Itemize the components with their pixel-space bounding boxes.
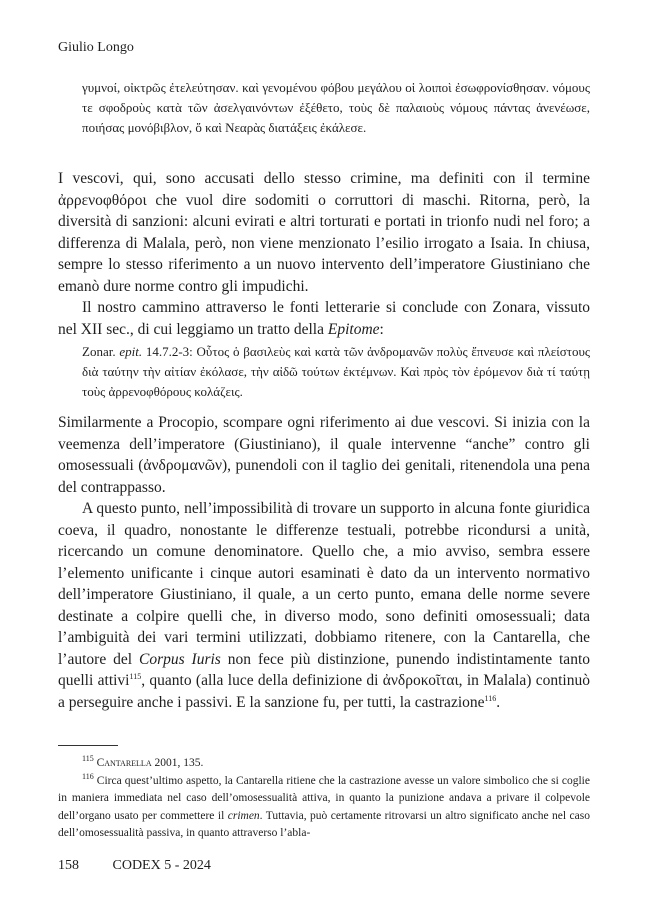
- zonar-ref: 14.7.2-3:: [145, 344, 193, 359]
- footnote-text: 2001, 135.: [151, 757, 204, 769]
- page-footer: [58, 858, 211, 874]
- zonar-label: Zonar.: [82, 344, 116, 359]
- paragraph-4: [58, 498, 590, 713]
- running-head: Giulio Longo: [58, 40, 134, 55]
- paragraph-1: I vescovi, qui, sono accusati dello stesso crimine, ma definiti con il termine ἀρρενοφθόροι che vuol dire sodomiti o corruttori di maschi. Ritorna, però, la diversità di sanzioni: alcuni evirati e altri torturati e portati in trionfo nudi nel foro; a differenza di Malala, però, non viene menzionato l’esilio irrogato a Isaia. In chiusa, sempre lo stesso riferimento a un nuovo intervento dell’imperatore Giustiniano che emanò dure norme contro gli impudichi.: [58, 170, 590, 295]
- page-number: 158: [58, 858, 79, 873]
- footnote-author: Cantarella: [96, 757, 152, 769]
- journal-name: CODEX 5 - 2024: [112, 858, 211, 873]
- epitome-title: Epitome: [327, 320, 380, 338]
- paragraph-2-end: :: [379, 320, 384, 338]
- zonar-text: Οὗτος ὁ βασιλεὺς καὶ κατὰ τῶν ἀνδρομανῶν πολὺς ἔπνευσε καὶ πλείστους διὰ ταύτην τὴν αἰτίαν ἐκόλασε, τὴν αἰδῶ τούτων ἐκτέμνων. Καὶ πρὸς τὸν ἐρόμενον διὰ τί ταύτῃ τοὺς ἀρρενοφθόρους κολάζεις.: [82, 344, 591, 399]
- body-section-2: [58, 412, 590, 713]
- footnote-number: 116: [82, 771, 94, 781]
- paragraph-4-end: .: [496, 693, 501, 711]
- paragraph-4-part3: , quanto (alla luce della definizione di ἀνδροκοῖται, in Malala) continuò a perseguire anche i passivi. E la sanzione fu, per tutti, la castrazione: [58, 672, 590, 711]
- paragraph-4-part2: non fece più distinzione, punendo indistintamente tanto quelli attivi: [58, 650, 590, 689]
- footnote-ref-116[interactable]: 116: [484, 693, 497, 703]
- zonar-ref-italic: epit.: [119, 344, 143, 359]
- footnote-115: [58, 755, 590, 773]
- corpus-iuris-title: Corpus Iuris: [138, 650, 221, 668]
- footnote-ref-115[interactable]: 115: [129, 671, 142, 681]
- paragraph-2-text: Il nostro cammino attraverso le fonti letterarie si conclude con Zonara, vissuto nel XII sec., di cui leggiamo un tratto della: [58, 299, 590, 338]
- greek-quotation: γυμνοί, οἰκτρῶς ἐτελεύτησαν. καὶ γενομένου φόβου μεγάλου οἱ λοιποὶ ἐσωφρονίσθησαν. νόμους τε σφοδροὺς κατὰ τῶν ἀσελγαινόντων ἐξέθετο, τοὺς δὲ παλαιοὺς νόμους πάντας ἀνενέωσε, ποιήσας μονόβιβλον, ὅ καὶ Νεαρὰς διατάξεις ἐκάλεσε.: [82, 80, 590, 135]
- footnotes: [58, 755, 590, 843]
- body-section-1: [58, 168, 590, 340]
- paragraph-4-part1: A questo punto, nell’impossibilità di trovare un supporto in alcuna fonte giuridica coeva, il quadro, nonostante le differenze testuali, potrebbe ricondursi a unità, ricercando un comune denominatore. Quello che, a mio avviso, sembra essere l’elemento unificante i cinque autori esaminati è dato da un intervento normativo dell’imperatore Giustiniano, il quale, a un certo punto, emana delle norme severe destinate a colpire quelli che, in diverso modo, sono definiti omosessuali; data l’ambiguità dei vari termini utilizzati, dobbiamo ritenere, con la Cantarella, che l’autore del: [58, 500, 590, 668]
- footnote-number: 115: [82, 754, 94, 764]
- zonaras-quotation: [82, 342, 590, 402]
- footnote-separator: [58, 745, 118, 746]
- paragraph-3: Similarmente a Procopio, scompare ogni riferimento ai due vescovi. Si inizia con la veemenza dell’imperatore (Giustiniano), il quale intervenne “anche” contro gli omosessuali (ἀνδρομανῶν), punendoli con il taglio dei genitali, ritenendola una pena del contrappasso.: [58, 414, 590, 496]
- crimen-term: crimen: [227, 809, 260, 822]
- footnote-text-end: . Tuttavia, può certamente ritrovarsi un altro significato anche nel caso dell’omosessualità passiva, in quanto attraverso l’abla-: [58, 809, 590, 839]
- footnote-116: [58, 773, 590, 843]
- paragraph-2: [58, 297, 590, 340]
- footnote-text: Circa quest’ultimo aspetto, la Cantarella ritiene che la castrazione avesse un valore simbolico che si coglie in maniera immediata nel caso dell’omosessualità attiva, in quanto la punizione andava a privare il colpevole dell’organo usato per commettere il: [58, 774, 590, 822]
